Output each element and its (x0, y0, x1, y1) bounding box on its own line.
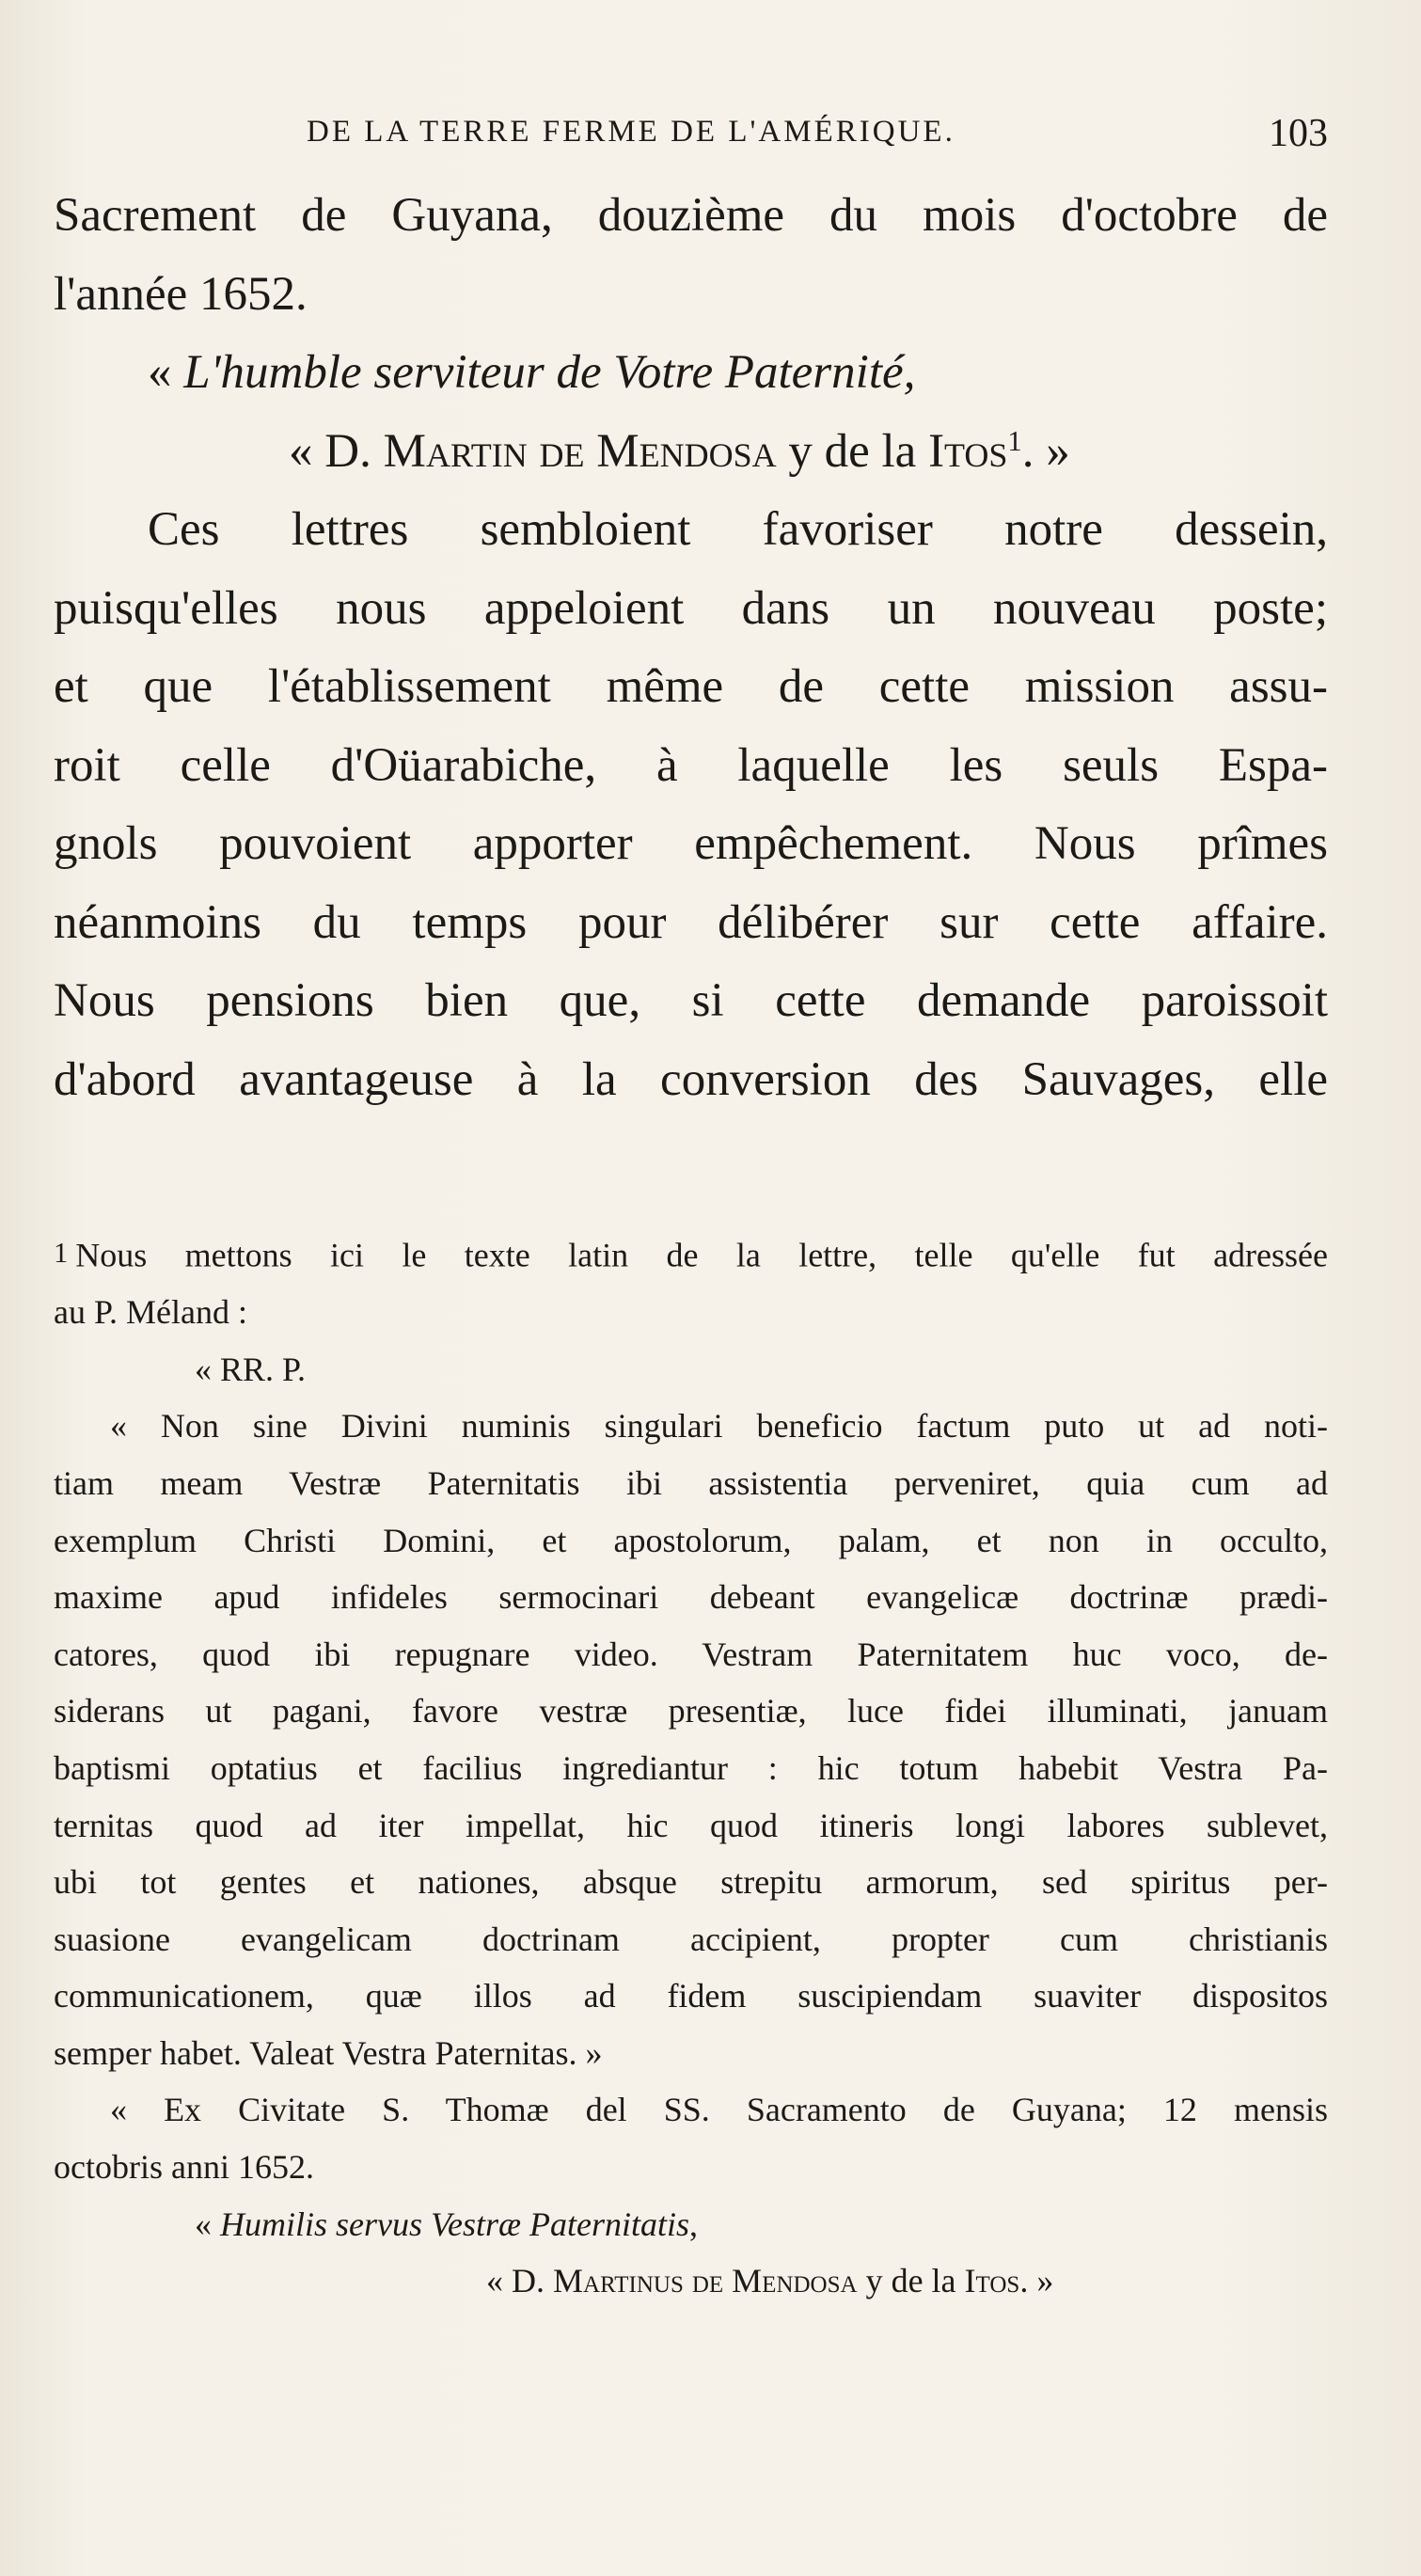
main-text (54, 177, 1328, 1119)
footnote-signature-close: . » (1019, 2262, 1054, 2300)
running-head: DE LA TERRE FERME DE L'AMÉRIQUE. (307, 115, 955, 149)
signature-close: . » (1021, 424, 1070, 478)
footnote-text: Nous mettons ici le texte latin de la lettre, telle qu'elle fut adressée (75, 1236, 1328, 1274)
footnote-signature-line (54, 2196, 1328, 2253)
signature-line (54, 334, 1328, 413)
text-line: puisqu'elles nous appeloient dans un nouveau poste; (54, 581, 1328, 635)
footnote-signatory-place: Itos (964, 2262, 1020, 2300)
footnote-line: maxime apud infideles sermocinari debeant evangelicæ doctrinæ prædi- (54, 1578, 1328, 1617)
footnote-marker: 1 (54, 1237, 69, 1269)
signature-name-line (54, 413, 1328, 492)
quote-mark: « (148, 346, 184, 399)
footnote-line: tiam meam Vestræ Paternitatis ibi assistentia perveniret, quia cum ad (54, 1463, 1328, 1502)
footnote-line: semper habet. Valeat Vestra Paternitas. » (54, 2033, 603, 2072)
text-line: et que l'établissement même de cette mission assu- (54, 660, 1328, 713)
footnote-line: baptismi optatius et facilius ingrediantur : hic totum habebit Vestra Pa- (54, 1748, 1328, 1787)
text-line: roit celle d'Oüarabiche, à laquelle les seuls Espa- (54, 738, 1328, 792)
text-line: gnols pouvoient apporter empêchement. Nous prîmes (54, 817, 1328, 870)
footnote-block (54, 1225, 1328, 2310)
footnote-line: exemplum Christi Domini, et apostolorum, palam, et non in occulto, (54, 1521, 1328, 1559)
footnote-signature-closing: Humilis servus Vestræ Paternitatis (220, 2205, 690, 2243)
footnote-line: octobris anni 1652. (54, 2148, 314, 2187)
footnote-line: siderans ut pagani, favore vestræ presentiæ, luce fidei illuminati, januam (54, 1692, 1328, 1731)
text-line: Nous pensions bien que, si cette demande paroissoit (54, 974, 1328, 1027)
footnote-signature-prefix: « D. (486, 2262, 553, 2300)
quote-mark: « (195, 2205, 220, 2243)
footnote-line: ubi tot gentes et nationes, absque strepitu armorum, sed spiritus per- (54, 1863, 1328, 1902)
text-line: l'année 1652. (54, 267, 308, 321)
text-line: d'abord avantageuse à la conversion des Sauvages, elle (54, 1052, 1328, 1106)
footnote-signature-mid: y de la (857, 2262, 965, 2300)
footnote-line: « Non sine Divini numinis singulari beneficio factum puto ut ad noti- (110, 1407, 1328, 1446)
footnote-line: « Ex Civitate S. Thomæ del SS. Sacramento de Guyana; 12 mensis (110, 2091, 1328, 2129)
signature-mid: y de la (776, 424, 929, 478)
signatory-name: Martin de Mendosa (383, 424, 777, 478)
page-header (56, 111, 1328, 158)
footnote-line: « RR. P. (195, 1350, 307, 1388)
footnote-line (54, 1225, 1328, 1284)
footnote-signatory-name: Martinus de Mendosa (553, 2262, 858, 2300)
text-line: néanmoins du temps pour délibérer sur cette affaire. (54, 895, 1328, 949)
footnote-line: au P. Méland : (54, 1293, 247, 1332)
footnote-signature-name-line (54, 2252, 1328, 2310)
text-line: Sacrement de Guyana, douzième du mois d'octobre de (54, 189, 1328, 242)
page-number: 103 (1269, 112, 1328, 155)
signatory-place: Itos (928, 424, 1008, 478)
footnote-signature-comma: , (689, 2205, 699, 2243)
footnote-line: communicationem, quæ illos ad fidem suscipiendam suaviter dispositos (54, 1977, 1328, 2015)
signature-closing: L'humble serviteur de Votre Paternité, (183, 346, 916, 399)
text-line: Ces lettres sembloient favoriser notre dessein, (148, 503, 1328, 556)
footnote-reference: 1 (1007, 424, 1022, 457)
footnote-line: ternitas quod ad iter impellat, hic quod itineris longi labores sublevet, (54, 1806, 1328, 1844)
signature-prefix: « D. (289, 424, 384, 478)
footnote-line: suasione evangelicam doctrinam accipient, propter cum christianis (54, 1920, 1328, 1958)
footnote-line: catores, quod ibi repugnare video. Vestram Paternitatem huc voco, de- (54, 1635, 1328, 1673)
